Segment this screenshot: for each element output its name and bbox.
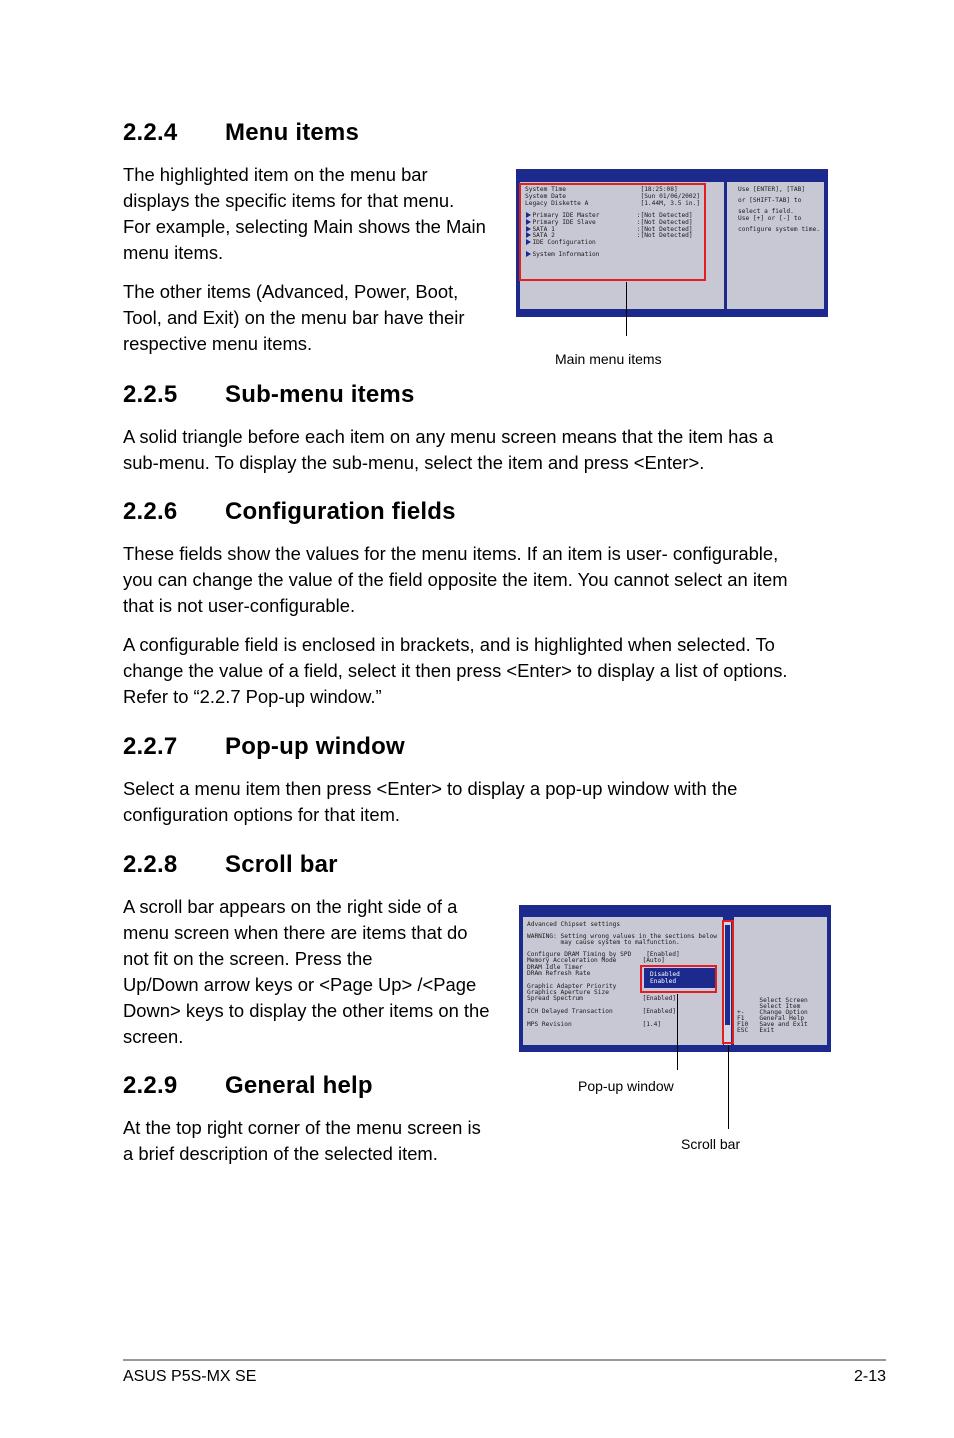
text-line: For example, selecting Main shows the Main xyxy=(123,216,486,237)
bios-help-line: or [SHIFT-TAB] to xyxy=(738,197,802,204)
text-line: not fit on the screen. Press the xyxy=(123,948,373,969)
section-title: Sub-menu items xyxy=(225,381,415,408)
bios-line: Primary IDE Master :[Not Detected] xyxy=(525,212,693,219)
bios-line: Graphics Aperture Size xyxy=(527,989,609,996)
paragraph-sub-menu-items xyxy=(123,424,773,476)
text-line: Tool, and Exit) on the menu bar have their xyxy=(123,307,465,328)
section-title: Configuration fields xyxy=(225,498,456,525)
callout-leader-line xyxy=(728,1045,729,1129)
popup-option: Enabled xyxy=(650,978,677,985)
paragraph-general-help xyxy=(123,1115,481,1167)
text-line: These fields show the values for the menu items. If an item is user- configurable, xyxy=(123,543,779,564)
text-line: Select a menu item then press <Enter> to display a pop-up window with the xyxy=(123,778,738,799)
text-line: you can change the value of the field opposite the item. You cannot select an item xyxy=(123,569,788,590)
bios-line: System Time [18:25:08] xyxy=(525,186,678,193)
text-line: a brief description of the selected item. xyxy=(123,1143,438,1164)
section-heading-2-2-9 xyxy=(123,1072,373,1100)
bios-line: SATA 1 :[Not Detected] xyxy=(525,226,693,233)
bios-menu-bar xyxy=(516,169,828,181)
text-line: A configurable field is enclosed in brackets, and is highlighted when selected. To xyxy=(123,634,775,655)
text-line: At the top right corner of the menu screen is xyxy=(123,1117,481,1138)
text-line: Down> keys to display the other items on the xyxy=(123,1000,490,1021)
footer-page-number: 2-13 xyxy=(853,1368,886,1385)
text-line: sub-menu. To display the sub-menu, select the item and press <Enter>. xyxy=(123,452,705,473)
text-line: Refer to “2.2.7 Pop-up window.” xyxy=(123,686,382,707)
footer-product-name: ASUS P5S-MX SE xyxy=(123,1368,257,1385)
footer-rule xyxy=(123,1359,886,1361)
bios-key-help: +- Change Option xyxy=(737,1009,808,1016)
paragraph-menu-items-2 xyxy=(123,279,464,357)
paragraph-menu-items-1 xyxy=(123,162,486,266)
bios-line: may cause system to malfunction. xyxy=(527,939,680,946)
paragraph-configuration-fields-2 xyxy=(123,632,788,710)
section-heading-2-2-5 xyxy=(123,381,415,409)
bios-menu-bar xyxy=(519,905,831,916)
paragraph-configuration-fields-1 xyxy=(123,541,788,619)
callout-main-menu-items: Main menu items xyxy=(555,351,662,367)
text-line: The highlighted item on the menu bar xyxy=(123,164,428,185)
section-heading-2-2-4 xyxy=(123,119,359,147)
text-line: that is not user-configurable. xyxy=(123,595,356,616)
text-line: displays the specific items for that menu. xyxy=(123,190,455,211)
bios-line: Legacy Diskette A [1.44M, 3.5 in.] xyxy=(525,200,701,207)
bios-line: Graphic Adapter Priority xyxy=(527,983,617,990)
section-heading-2-2-8 xyxy=(123,851,338,879)
callout-leader-line xyxy=(626,282,627,336)
bios-line: DRAm Refresh Rate xyxy=(527,970,591,977)
section-number: 2.2.6 xyxy=(123,498,178,525)
text-line: configuration options for that item. xyxy=(123,804,401,825)
text-line: A scroll bar appears on the right side of a xyxy=(123,896,458,917)
section-number: 2.2.4 xyxy=(123,119,178,146)
bios-line: Memory Acceleration Mode [Auto] xyxy=(527,957,665,964)
bios-key-help: F10 Save and Exit xyxy=(737,1021,808,1028)
bios-line: System Information xyxy=(525,251,600,258)
bios-line: IDE Configuration xyxy=(525,239,596,246)
bios-line: Advanced Chipset settings xyxy=(527,921,621,928)
bios-line: WARNING: Setting wrong values in the sections below xyxy=(527,933,717,940)
bios-key-help: Select Item xyxy=(737,1003,801,1010)
paragraph-pop-up-window xyxy=(123,776,737,828)
bios-key-help: F1 General Help xyxy=(737,1015,805,1022)
section-number: 2.2.8 xyxy=(123,851,178,878)
main-menu-highlight-box xyxy=(519,183,706,281)
text-line: respective menu items. xyxy=(123,333,313,354)
bios-footer-bar xyxy=(519,1045,831,1052)
bios-help-line: select a field. xyxy=(738,208,794,215)
section-title: Menu items xyxy=(225,119,360,146)
bios-help-line: Use [ENTER], [TAB] xyxy=(738,186,806,193)
text-line: The other items (Advanced, Power, Boot, xyxy=(123,281,459,302)
callout-leader-line xyxy=(677,994,678,1070)
section-number: 2.2.7 xyxy=(123,733,178,760)
section-title: Scroll bar xyxy=(225,851,338,878)
text-line: change the value of a field, select it then press <Enter> to display a list of options. xyxy=(123,660,788,681)
text-line: menu screen when there are items that do xyxy=(123,922,468,943)
bios-help-line: Use [+] or [-] to xyxy=(738,215,802,222)
bios-footer-bar xyxy=(516,309,828,317)
section-title: Pop-up window xyxy=(225,733,405,760)
section-heading-2-2-6 xyxy=(123,498,456,526)
text-line: Up/Down arrow keys or <Page Up> /<Page xyxy=(123,974,477,995)
section-number: 2.2.9 xyxy=(123,1072,178,1099)
scrollbar-highlight-box xyxy=(722,920,734,1044)
bios-key-help: Select Screen xyxy=(737,997,808,1004)
bios-line: Spread Spectrum [Enabled] xyxy=(527,995,677,1002)
text-line: A solid triangle before each item on any menu screen means that the item has a xyxy=(123,426,774,447)
bios-line: MPS Revision [1.4] xyxy=(527,1021,662,1028)
bios-line: Configure DRAM Timing by SPD [Enabled] xyxy=(527,951,680,958)
callout-scroll-bar: Scroll bar xyxy=(681,1136,741,1152)
bios-line: ICH Delayed Transaction [Enabled] xyxy=(527,1008,677,1015)
bios-line: System Date [Sun 01/06/2002] xyxy=(525,193,701,200)
bios-line: SATA 2 :[Not Detected] xyxy=(525,232,693,239)
bios-line: Primary IDE Slave :[Not Detected] xyxy=(525,219,693,226)
section-heading-2-2-7 xyxy=(123,733,405,761)
popup-option: Disabled xyxy=(650,971,680,978)
bios-help-line: configure system time. xyxy=(738,226,820,233)
text-line: menu items. xyxy=(123,242,224,263)
paragraph-scroll-bar xyxy=(123,894,489,1050)
bios-key-help: ESC Exit xyxy=(737,1027,775,1034)
popup-window-highlight-box xyxy=(640,965,717,993)
text-line: screen. xyxy=(123,1026,184,1047)
bios-line: DRAM Idle Timer xyxy=(527,964,583,971)
section-title: General help xyxy=(225,1072,373,1099)
section-number: 2.2.5 xyxy=(123,381,178,408)
callout-pop-up-window: Pop-up window xyxy=(578,1078,674,1094)
